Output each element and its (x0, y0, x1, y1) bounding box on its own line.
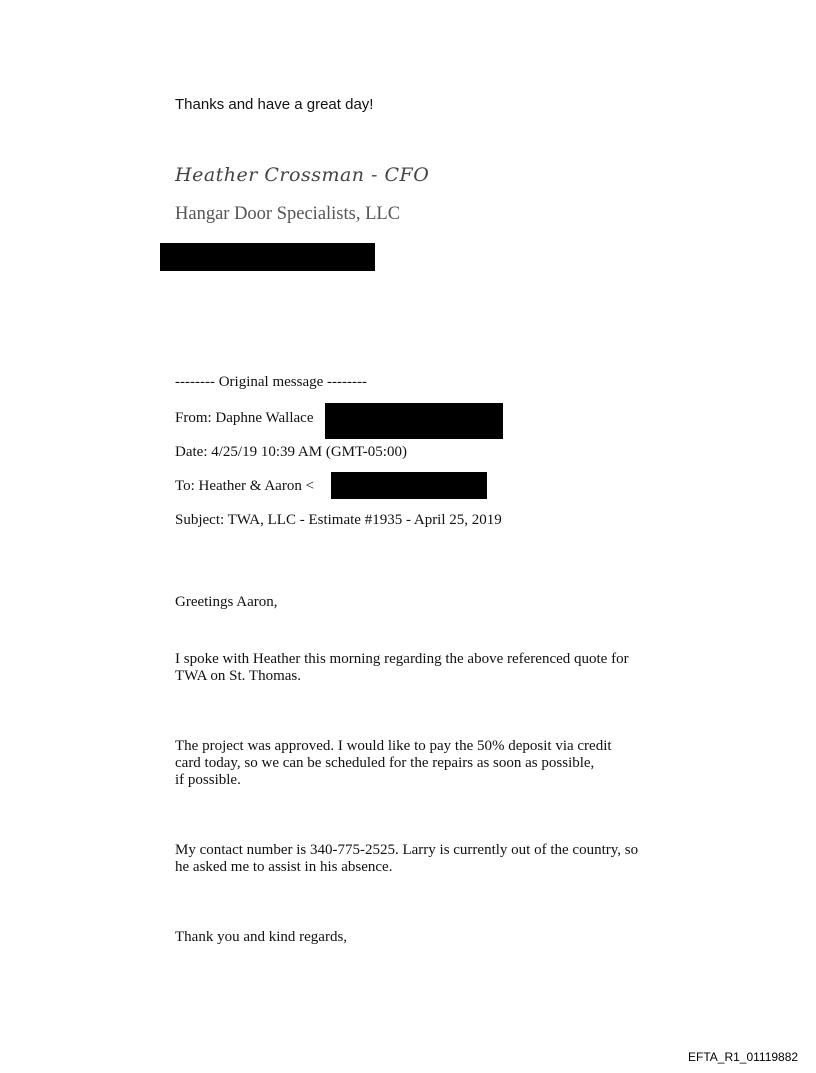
subject-line: Subject: TWA, LLC - Estimate #1935 - April 25, 2019 (175, 512, 502, 528)
greeting: Greetings Aaron, (175, 594, 278, 610)
paragraph-1-line: TWA on St. Thomas. (175, 668, 301, 684)
paragraph-2-line: The project was approved. I would like to pay the 50% deposit via credit (175, 738, 612, 754)
paragraph-3-line: My contact number is 340-775-2525. Larry is currently out of the country, so (175, 842, 639, 858)
date-line: Date: 4/25/19 10:39 AM (GMT-05:00) (175, 444, 407, 460)
signature-name: Heather Crossman - CFO (175, 164, 430, 186)
closing-line: Thanks and have a great day! (175, 96, 374, 113)
original-message-separator: -------- Original message -------- (175, 374, 367, 390)
from-line: From: Daphne Wallace (175, 410, 314, 426)
paragraph-2-line: if possible. (175, 772, 241, 788)
document-id: EFTA_R1_01119882 (688, 1050, 799, 1064)
paragraph-2-line: card today, so we can be scheduled for the repairs as soon as possible, (175, 755, 595, 771)
paragraph-1-line: I spoke with Heather this morning regarding the above referenced quote for (175, 651, 629, 667)
to-line: To: Heather & Aaron < (175, 478, 315, 494)
company-name: Hangar Door Specialists, LLC (175, 204, 401, 224)
paragraph-3-line: he asked me to assist in his absence. (175, 859, 393, 875)
signoff: Thank you and kind regards, (175, 929, 348, 945)
redaction-box (325, 403, 503, 439)
redaction-box (160, 243, 375, 271)
redaction-box (331, 472, 487, 499)
